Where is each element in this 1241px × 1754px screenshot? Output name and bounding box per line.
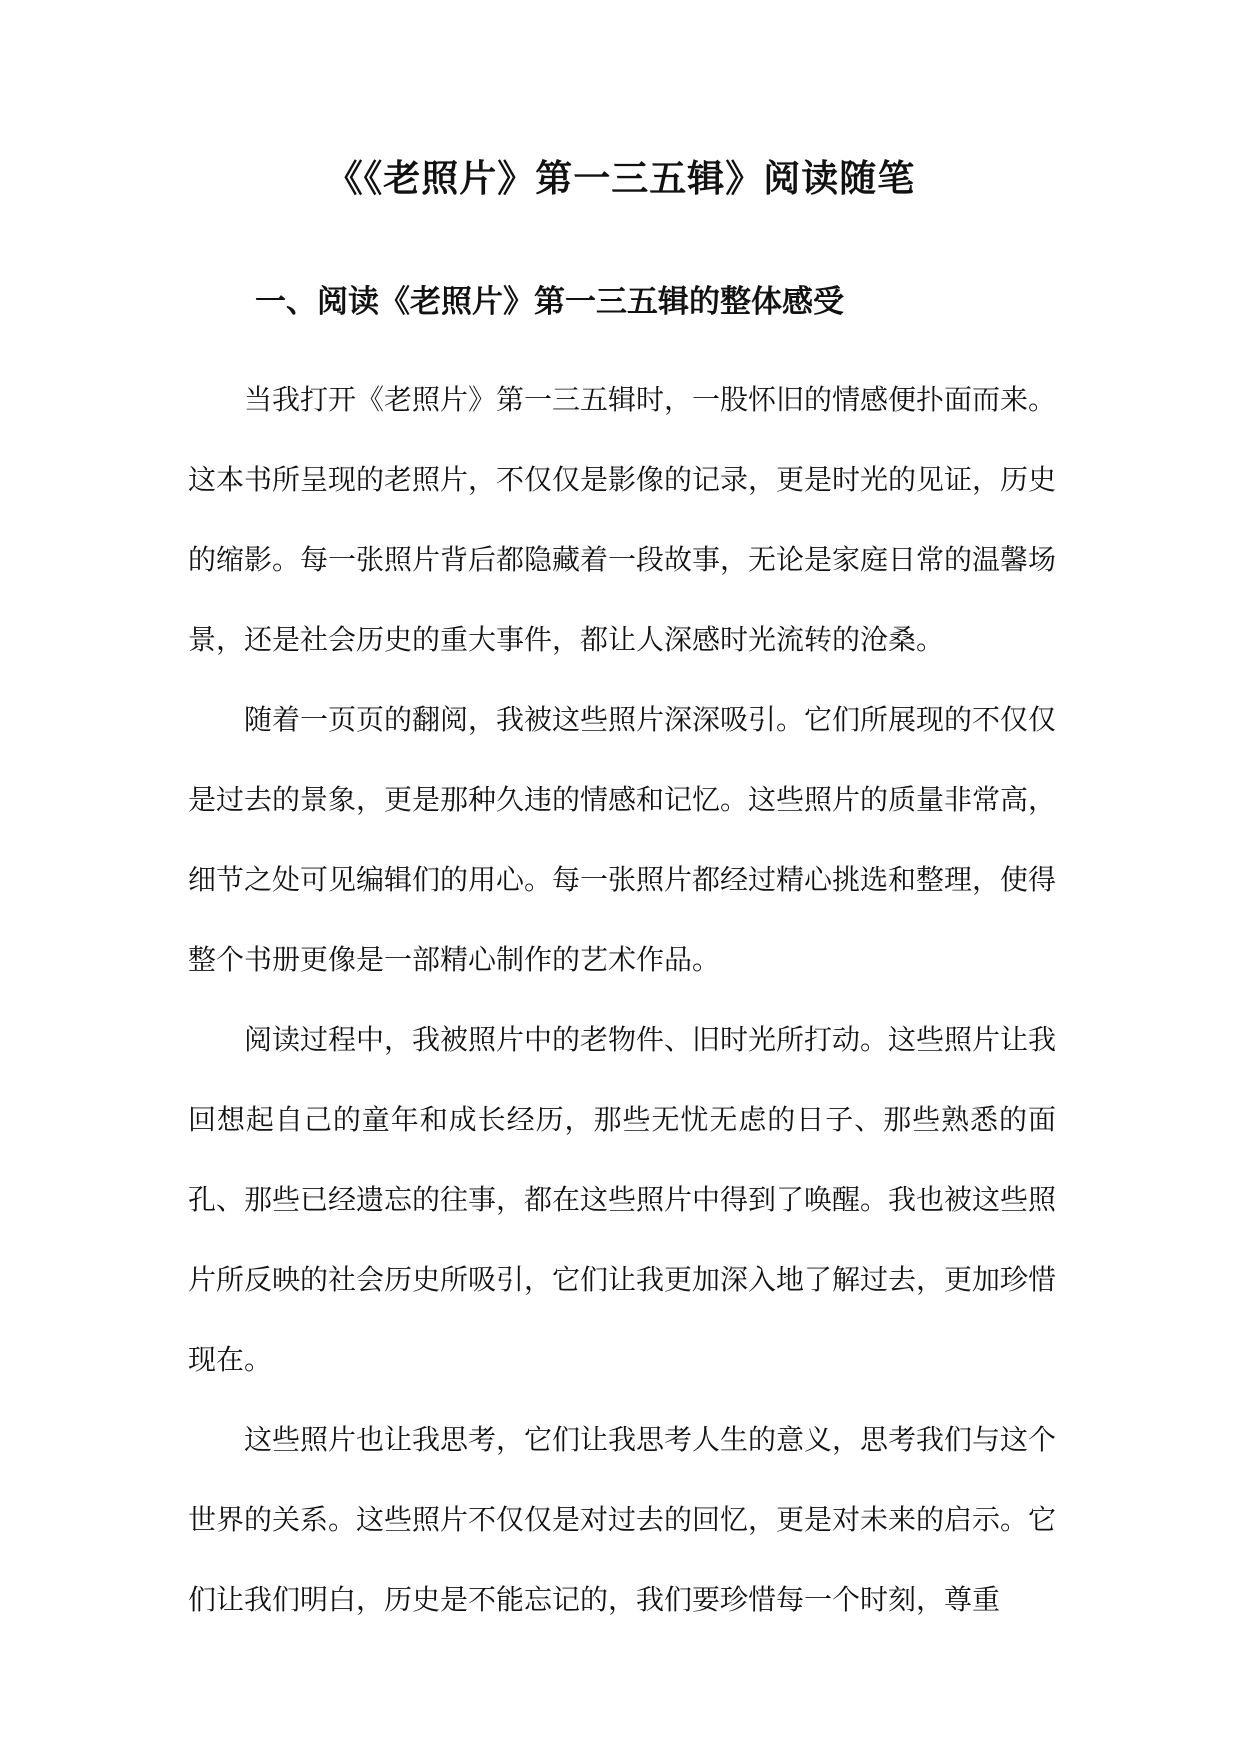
body-text (188, 360, 1056, 1640)
paragraph-3: 阅读过程中，我被照片中的老物件、旧时光所打动。这些照片让我回想起自己的童年和成长经历，那些无忧无虑的日子、那些熟悉的面孔、那些已经遗忘的往事，都在这些照片中得到了唤醒。我也被这些照片所反映的社会历史所吸引，它们让我更加深入地了解过去，更加珍惜现在。 (188, 1023, 1057, 1376)
paragraph-1: 当我打开《老照片》第一三五辑时，一股怀旧的情感便扑面而来。这本书所呈现的老照片，不仅仅是影像的记录，更是时光的见证，历史的缩影。每一张照片背后都隐藏着一段故事，无论是家庭日常的温馨场景，还是社会历史的重大事件，都让人深感时光流转的沧桑。 (188, 383, 1057, 656)
paragraph-4: 这些照片也让我思考，它们让我思考人生的意义，思考我们与这个世界的关系。这些照片不仅仅是对过去的回忆，更是对未来的启示。它们让我们明白，历史是不能忘记的，我们要珍惜每一个时刻，尊重 (188, 1423, 1057, 1616)
section-heading: 一、阅读《老照片》第一三五辑的整体感受 (255, 284, 844, 320)
paragraph-2: 随着一页页的翻阅，我被这些照片深深吸引。它们所展现的不仅仅是过去的景象，更是那种久违的情感和记忆。这些照片的质量非常高，细节之处可见编辑们的用心。每一张照片都经过精心挑选和整理，使得整个书册更像是一部精心制作的艺术作品。 (188, 703, 1057, 976)
document-title: 《《老照片》第一三五辑》阅读随笔 (325, 156, 916, 200)
